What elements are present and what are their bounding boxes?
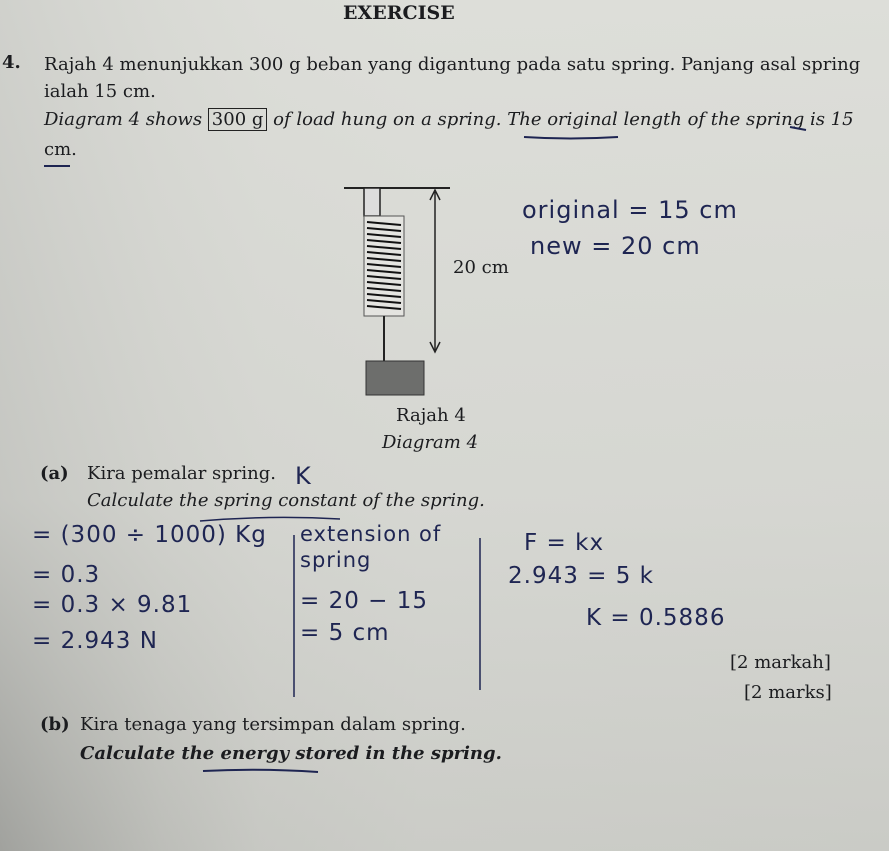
question-number: 4. <box>2 52 21 73</box>
part-a-label: (a) <box>40 463 69 484</box>
working-line: spring <box>300 548 372 572</box>
working-line: = 5 cm <box>300 620 390 646</box>
working-line: = (300 ÷ 1000) Kg <box>32 522 267 548</box>
question-malay-line1: Rajah 4 menunjukkan 300 g beban yang digantung pada satu spring. Panjang asal spring <box>44 54 861 75</box>
working-col3-substitute: 2.943 = 5 k <box>508 563 655 589</box>
exercise-heading: EXERCISE <box>343 2 455 24</box>
question-english-part2: of load hung on a spring. The original length of the spring is 15 <box>273 109 854 130</box>
question-malay-line2: ialah 15 cm. <box>44 81 156 102</box>
working-line: = 0.3 <box>32 562 101 588</box>
diagram-caption-malay: Rajah 4 <box>396 405 466 426</box>
note-k: K <box>295 462 312 490</box>
working-col3-formula: F = kx <box>524 530 605 556</box>
part-b-english: Calculate the energy stored in the spring. <box>80 743 502 764</box>
working-line: = 20 − 15 <box>300 588 429 614</box>
length-label: 20 cm <box>453 257 509 278</box>
part-b-label: (b) <box>40 714 70 735</box>
question-english-line2: cm. <box>44 139 77 160</box>
diagram-caption-english: Diagram 4 <box>382 432 479 453</box>
working-column-2 <box>300 522 480 652</box>
working-line: = 2.943 N <box>32 628 158 654</box>
note-original-length: original = 15 cm <box>522 196 738 224</box>
part-a-marks-english: [2 marks] <box>744 682 832 703</box>
note-new-length: new = 20 cm <box>530 232 701 260</box>
working-line: = 0.3 × 9.81 <box>32 592 193 618</box>
part-b-malay: Kira tenaga yang tersimpan dalam spring. <box>80 714 466 735</box>
boxed-mass: 300 g <box>208 108 268 131</box>
part-a-english: Calculate the spring constant of the spring. <box>87 490 485 511</box>
part-a-marks-malay: [2 markah] <box>730 652 831 673</box>
question-english-part1: Diagram 4 shows <box>44 109 203 130</box>
working-col3-answer: K = 0.5886 <box>586 605 726 631</box>
working-line: extension of <box>300 522 442 546</box>
part-a-malay: Kira pemalar spring. <box>87 463 277 484</box>
